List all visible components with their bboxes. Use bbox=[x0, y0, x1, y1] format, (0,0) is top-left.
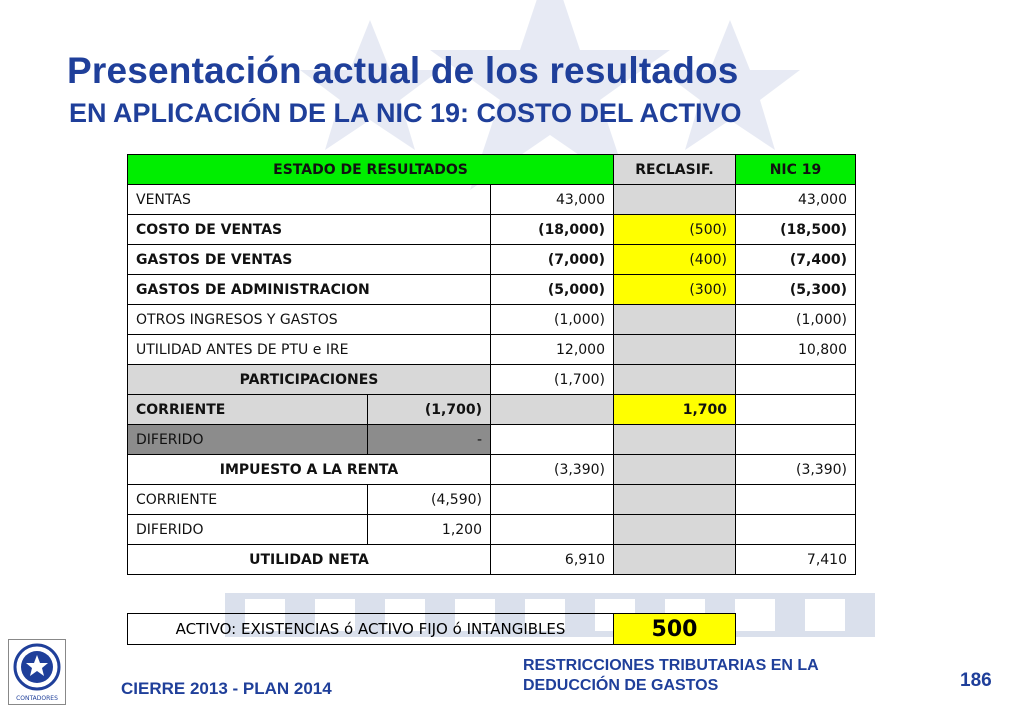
header-reclass: RECLASIF. bbox=[614, 155, 736, 185]
footer-middle-line2: DEDUCCIÓN DE GASTOS bbox=[523, 677, 719, 694]
footer-middle-text bbox=[523, 656, 883, 696]
row-amount bbox=[491, 515, 614, 545]
row-label: IMPUESTO A LA RENTA bbox=[128, 455, 491, 485]
row-amount: (1,000) bbox=[491, 305, 614, 335]
row-reclass bbox=[614, 365, 736, 395]
row-nic19 bbox=[736, 425, 856, 455]
row-reclass bbox=[614, 455, 736, 485]
row-nic19: (5,300) bbox=[736, 275, 856, 305]
row-nic19: (3,390) bbox=[736, 455, 856, 485]
row-nic19 bbox=[736, 485, 856, 515]
row-sub-amount: (4,590) bbox=[368, 485, 491, 515]
income-statement-table bbox=[127, 154, 856, 575]
row-reclass bbox=[614, 305, 736, 335]
row-label: DIFERIDO bbox=[128, 515, 368, 545]
row-label: UTILIDAD ANTES DE PTU e IRE bbox=[128, 335, 491, 365]
row-sub-amount: (1,700) bbox=[368, 395, 491, 425]
header-statement: ESTADO DE RESULTADOS bbox=[128, 155, 614, 185]
row-reclass bbox=[614, 485, 736, 515]
row-amount: 6,910 bbox=[491, 545, 614, 575]
row-sub-amount: 1,200 bbox=[368, 515, 491, 545]
table-row bbox=[128, 425, 856, 455]
row-reclass bbox=[614, 545, 736, 575]
subtitle-emphasis: COSTO DEL ACTIVO bbox=[476, 98, 742, 128]
row-nic19: (7,400) bbox=[736, 245, 856, 275]
row-label: CORRIENTE bbox=[128, 485, 368, 515]
row-amount bbox=[491, 425, 614, 455]
row-amount: (5,000) bbox=[491, 275, 614, 305]
asset-box bbox=[127, 613, 736, 645]
row-amount: 12,000 bbox=[491, 335, 614, 365]
table-row bbox=[128, 185, 856, 215]
row-label: DIFERIDO bbox=[128, 425, 368, 455]
row-label: PARTICIPACIONES bbox=[128, 365, 491, 395]
table-row bbox=[128, 395, 856, 425]
row-reclass bbox=[614, 425, 736, 455]
row-amount bbox=[491, 395, 614, 425]
row-amount: (1,700) bbox=[491, 365, 614, 395]
row-reclass: (500) bbox=[614, 215, 736, 245]
asset-box-value: 500 bbox=[614, 614, 736, 645]
row-reclass: (400) bbox=[614, 245, 736, 275]
logo-caption: CONTADORES bbox=[16, 695, 58, 702]
subtitle-prefix: EN APLICACIÓN DE LA NIC 19: bbox=[69, 98, 477, 128]
row-label: GASTOS DE ADMINISTRACION bbox=[128, 275, 491, 305]
row-amount: (18,000) bbox=[491, 215, 614, 245]
club-logo bbox=[8, 639, 66, 705]
asset-box-label: ACTIVO: EXISTENCIAS ó ACTIVO FIJO ó INTANGIBLES bbox=[128, 614, 614, 645]
row-nic19: 43,000 bbox=[736, 185, 856, 215]
table-row bbox=[128, 455, 856, 485]
table-row bbox=[128, 245, 856, 275]
table-row bbox=[128, 215, 856, 245]
row-label: UTILIDAD NETA bbox=[128, 545, 491, 575]
row-nic19: 7,410 bbox=[736, 545, 856, 575]
table-row bbox=[128, 335, 856, 365]
row-amount: (3,390) bbox=[491, 455, 614, 485]
row-label: OTROS INGRESOS Y GASTOS bbox=[128, 305, 491, 335]
row-amount bbox=[491, 485, 614, 515]
row-nic19 bbox=[736, 515, 856, 545]
table-row bbox=[128, 485, 856, 515]
table-row bbox=[128, 365, 856, 395]
row-reclass: 1,700 bbox=[614, 395, 736, 425]
slide-title: Presentación actual de los resultados bbox=[67, 50, 739, 91]
row-nic19 bbox=[736, 395, 856, 425]
row-nic19: (1,000) bbox=[736, 305, 856, 335]
row-reclass bbox=[614, 185, 736, 215]
row-sub-amount: - bbox=[368, 425, 491, 455]
row-reclass bbox=[614, 335, 736, 365]
table-row bbox=[128, 305, 856, 335]
row-amount: (7,000) bbox=[491, 245, 614, 275]
row-amount: 43,000 bbox=[491, 185, 614, 215]
row-label: GASTOS DE VENTAS bbox=[128, 245, 491, 275]
table-row bbox=[128, 545, 856, 575]
row-reclass: (300) bbox=[614, 275, 736, 305]
row-nic19 bbox=[736, 365, 856, 395]
slide-subtitle bbox=[69, 98, 742, 129]
footer-left-text: CIERRE 2013 - PLAN 2014 bbox=[121, 679, 332, 698]
table-header-row bbox=[128, 155, 856, 185]
footer-middle-line1: RESTRICCIONES TRIBUTARIAS EN LA bbox=[523, 657, 819, 674]
row-nic19: (18,500) bbox=[736, 215, 856, 245]
row-label: CORRIENTE bbox=[128, 395, 368, 425]
table-row bbox=[128, 515, 856, 545]
row-nic19: 10,800 bbox=[736, 335, 856, 365]
page-number: 186 bbox=[960, 670, 992, 691]
row-label: VENTAS bbox=[128, 185, 491, 215]
row-reclass bbox=[614, 515, 736, 545]
table-row bbox=[128, 275, 856, 305]
row-label: COSTO DE VENTAS bbox=[128, 215, 491, 245]
header-nic19: NIC 19 bbox=[736, 155, 856, 185]
